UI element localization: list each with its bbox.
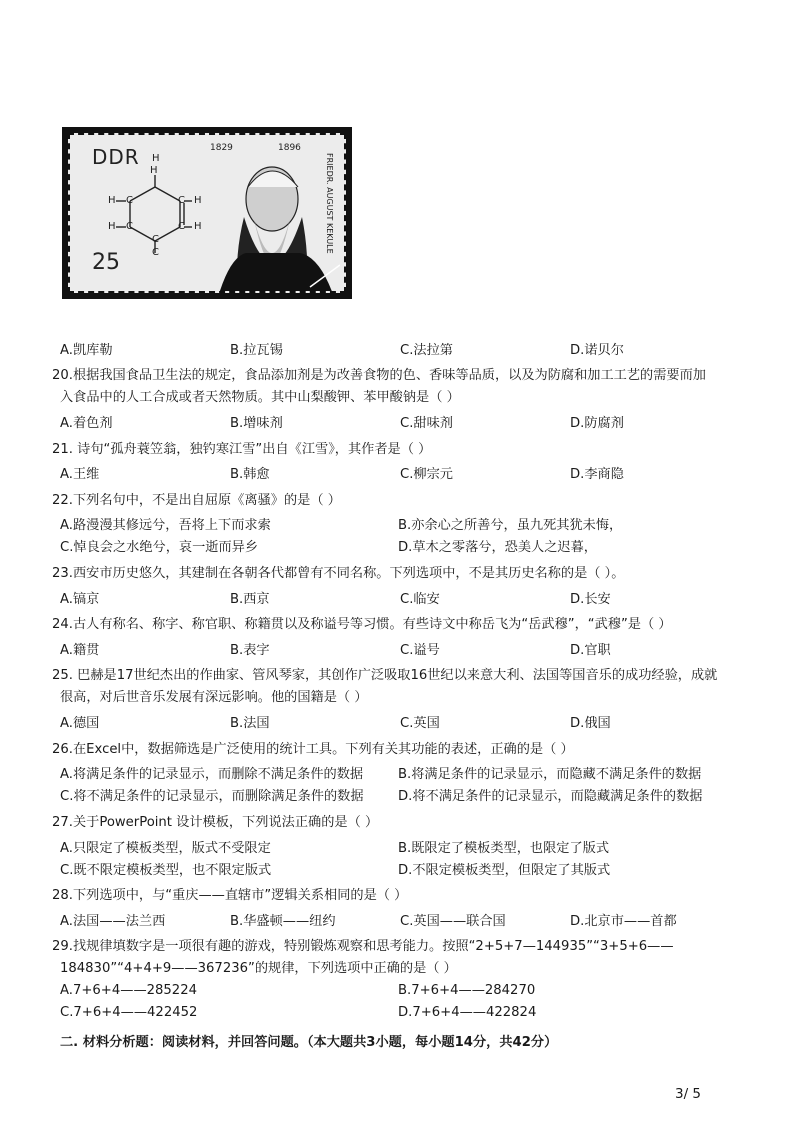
q26-option-a: A.将满足条件的记录显示，而删除不满足条件的数据 xyxy=(60,767,364,782)
q19-option-d: D.诺贝尔 xyxy=(570,343,624,358)
stamp-atom: H xyxy=(108,221,116,232)
q27-option-a: A.只限定了模板类型，版式不受限定 xyxy=(60,841,271,856)
stamp-image xyxy=(62,127,352,299)
stamp-atom: H xyxy=(152,153,160,164)
q24-option-b: B.表字 xyxy=(230,643,270,658)
q22-text: 22.下列名句中，不是出自屈原《离骚》的是（ ） xyxy=(52,493,341,508)
q21-option-a: A.王维 xyxy=(60,467,100,482)
q21-option-b: B.韩愈 xyxy=(230,467,270,482)
q25-option-a: A.德国 xyxy=(60,716,100,731)
stamp-atom: C xyxy=(152,247,159,258)
q22-option-b: B.亦余心之所善兮，虽九死其犹未悔， xyxy=(398,518,623,533)
q21-text: 21. 诗句“孤舟蓑笠翁，独钓寒江雪”出自《江雪》，其作者是（ ） xyxy=(52,442,432,457)
q20-option-b: B.增味剂 xyxy=(230,416,283,431)
q25-option-c: C.英国 xyxy=(400,716,440,731)
q19-option-a: A.凯库勒 xyxy=(60,343,113,358)
q20-option-c: C.甜味剂 xyxy=(400,416,453,431)
q25-text-line2: 很高，对后世音乐发展有深远影响。他的国籍是（ ） xyxy=(60,690,368,705)
stamp-atom: C xyxy=(178,195,185,206)
q27-option-c: C.既不限定模板类型，也不限定版式 xyxy=(60,863,272,878)
q28-text: 28.下列选项中，与“重庆——直辖市”逻辑关系相同的是（ ） xyxy=(52,888,408,903)
q19-option-b: B.拉瓦锡 xyxy=(230,343,283,358)
q29-option-c: C.7+6+4——422452 xyxy=(60,1005,198,1020)
q28-option-d: D.北京市——首都 xyxy=(570,914,677,929)
q27-text: 27.关于PowerPoint 设计模板，下列说法正确的是（ ） xyxy=(52,815,379,830)
q25-option-d: D.俄国 xyxy=(570,716,611,731)
q22-option-a: A.路漫漫其修远兮，吾将上下而求索 xyxy=(60,518,271,533)
portrait-image xyxy=(210,157,340,293)
stamp-face xyxy=(68,133,346,293)
stamp-year-left: 1829 xyxy=(210,143,233,153)
benzene-structure-icon xyxy=(92,157,202,267)
stamp-country: DDR xyxy=(92,145,140,169)
q23-option-a: A.镐京 xyxy=(60,592,100,607)
stamp-year-right: 1896 xyxy=(278,143,301,153)
q24-option-c: C.谥号 xyxy=(400,643,440,658)
q21-option-d: D.李商隐 xyxy=(570,467,624,482)
q23-option-c: C.临安 xyxy=(400,592,440,607)
q27-option-b: B.既限定了模板类型，也限定了版式 xyxy=(398,841,610,856)
q26-option-d: D.将不满足条件的记录显示，而隐藏满足条件的数据 xyxy=(398,789,703,804)
stamp-atom: H xyxy=(194,195,202,206)
q24-option-d: D.官职 xyxy=(570,643,611,658)
stamp-atom: H xyxy=(194,221,202,232)
q26-text: 26.在Excel中，数据筛选是广泛使用的统计工具。下列有关其功能的表述，正确的是（ ） xyxy=(52,742,574,757)
q19-option-c: C.法拉第 xyxy=(400,343,453,358)
q23-text: 23.西安市历史悠久，其建制在各朝各代都曾有不同名称。下列选项中，不是其历史名称的是（ ）。 xyxy=(52,566,625,581)
q26-option-b: B.将满足条件的记录显示，而隐藏不满足条件的数据 xyxy=(398,767,702,782)
stamp-value: 25 xyxy=(92,250,120,275)
q20-text-line2: 入食品中的人工合成或者天然物质。其中山梨酸钾、苯甲酸钠是（ ） xyxy=(60,390,460,405)
stamp-vertical-name: FRIEDR. AUGUST KEKULE xyxy=(325,153,334,254)
section-heading: 二. 材料分析题：阅读材料，并回答问题。（本大题共3小题，每小题14分，共42分） xyxy=(60,1035,558,1050)
stamp-atom: C xyxy=(126,221,133,232)
q29-option-a: A.7+6+4——285224 xyxy=(60,983,197,998)
q29-text-line2: 184830”“4+4+9——367236”的规律，下列选项中正确的是（ ） xyxy=(60,961,457,976)
q20-text-line1: 20.根据我国食品卫生法的规定，食品添加剂是为改善食物的色、香味等品质，以及为防腐和加工工艺的需要而加 xyxy=(52,368,706,383)
q28-option-c: C.英国——联合国 xyxy=(400,914,506,929)
q20-option-a: A.着色剂 xyxy=(60,416,113,431)
page-number: 3/ 5 xyxy=(675,1086,702,1102)
q29-option-d: D.7+6+4——422824 xyxy=(398,1005,537,1020)
q24-text: 24.古人有称名、称字、称官职、称籍贯以及称谥号等习惯。有些诗文中称岳飞为“岳武穆”，“武穆”是（ ） xyxy=(52,617,672,632)
q20-option-d: D.防腐剂 xyxy=(570,416,624,431)
q27-option-d: D.不限定模板类型，但限定了其版式 xyxy=(398,863,611,878)
q25-text-line1: 25. 巴赫是17世纪杰出的作曲家、管风琴家，其创作广泛吸取16世纪以来意大利、法国等国音乐的成功经验，成就 xyxy=(52,668,718,683)
q28-option-a: A.法国——法兰西 xyxy=(60,914,166,929)
stamp-atom: C xyxy=(126,195,133,206)
q22-option-c: C.悼良会之水绝兮，哀一逝而异乡 xyxy=(60,540,259,555)
stamp-atom: C xyxy=(178,221,185,232)
q25-option-b: B.法国 xyxy=(230,716,270,731)
q29-text-line1: 29.找规律填数字是一项很有趣的游戏，特别锻炼观察和思考能力。按照“2+5+7—144935”“3+5+6—— xyxy=(52,939,674,954)
q29-option-b: B.7+6+4——284270 xyxy=(398,983,536,998)
stamp-atom: H xyxy=(108,195,116,206)
q28-option-b: B.华盛顿——纽约 xyxy=(230,914,336,929)
q24-option-a: A.籍贯 xyxy=(60,643,100,658)
stamp-atom: H xyxy=(150,165,158,176)
q22-option-d: D.草木之零落兮，恐美人之迟暮， xyxy=(398,540,597,555)
q23-option-b: B.西京 xyxy=(230,592,270,607)
q26-option-c: C.将不满足条件的记录显示，而删除满足条件的数据 xyxy=(60,789,364,804)
q21-option-c: C.柳宗元 xyxy=(400,467,453,482)
stamp-atom: C xyxy=(152,234,159,245)
q23-option-d: D.长安 xyxy=(570,592,611,607)
